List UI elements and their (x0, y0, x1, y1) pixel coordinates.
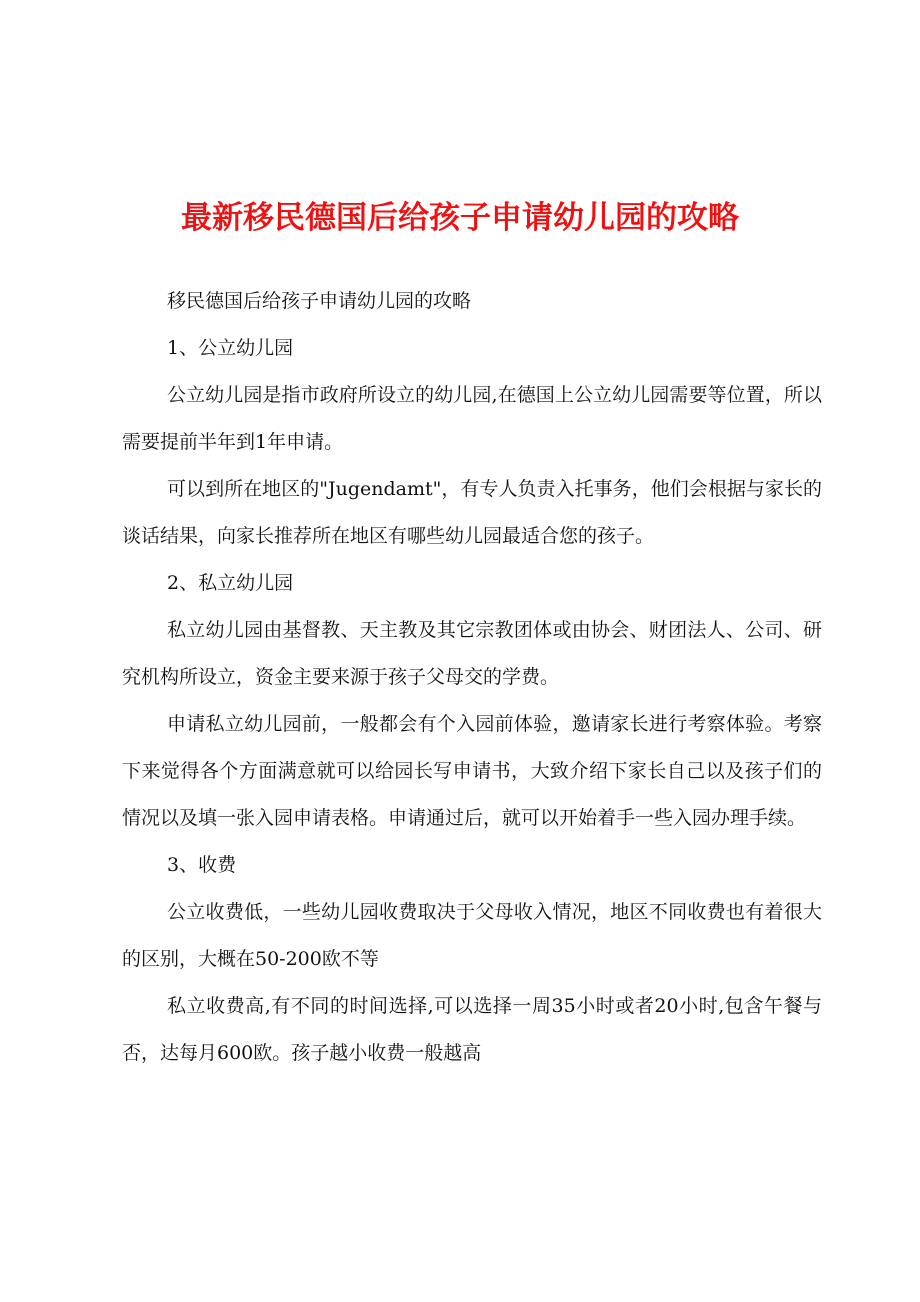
paragraph-jugendamt: 可以到所在地区的"Jugendamt"，有专人负责入托事务，他们会根据与家长的谈话结果，向家长推荐所在地区有哪些幼儿园最适合您的孩子。 (122, 478, 822, 547)
document-title: 最新移民德国后给孩子申请幼儿园的攻略 (181, 200, 739, 236)
paragraph-intro: 移民德国后给孩子申请幼儿园的攻略 (167, 290, 472, 312)
paragraph-private-fees: 私立收费高,有不同的时间选择,可以选择一周35小时或者20小时,包含午餐与否，达每月600欧。孩子越小收费一般越高 (122, 995, 822, 1064)
paragraph-private-application: 申请私立幼儿园前，一般都会有个入园前体验，邀请家长进行考察体验。考察下来觉得各个方面满意就可以给园长写申请书，大致介绍下家长自己以及孩子们的情况以及填一张入园申请表格。申请通过后，就可以开始着手一些入园办理手续。 (122, 713, 822, 829)
paragraph-public-fees: 公立收费低，一些幼儿园收费取决于父母收入情况，地区不同收费也有着很大的区别，大概在50-200欧不等 (122, 901, 822, 970)
document-body (122, 278, 822, 1077)
paragraph-private-definition: 私立幼儿园由基督教、天主教及其它宗教团体或由协会、财团法人、公司、研究机构所设立，资金主要来源于孩子父母交的学费。 (122, 619, 822, 688)
section-heading-private-kindergarten: 2、私立幼儿园 (167, 572, 294, 594)
section-heading-fees: 3、收费 (167, 854, 237, 876)
section-heading-public-kindergarten: 1、公立幼儿园 (167, 337, 294, 359)
paragraph-public-definition: 公立幼儿园是指市政府所设立的幼儿园,在德国上公立幼儿园需要等位置，所以需要提前半年到1年申请。 (122, 384, 822, 453)
